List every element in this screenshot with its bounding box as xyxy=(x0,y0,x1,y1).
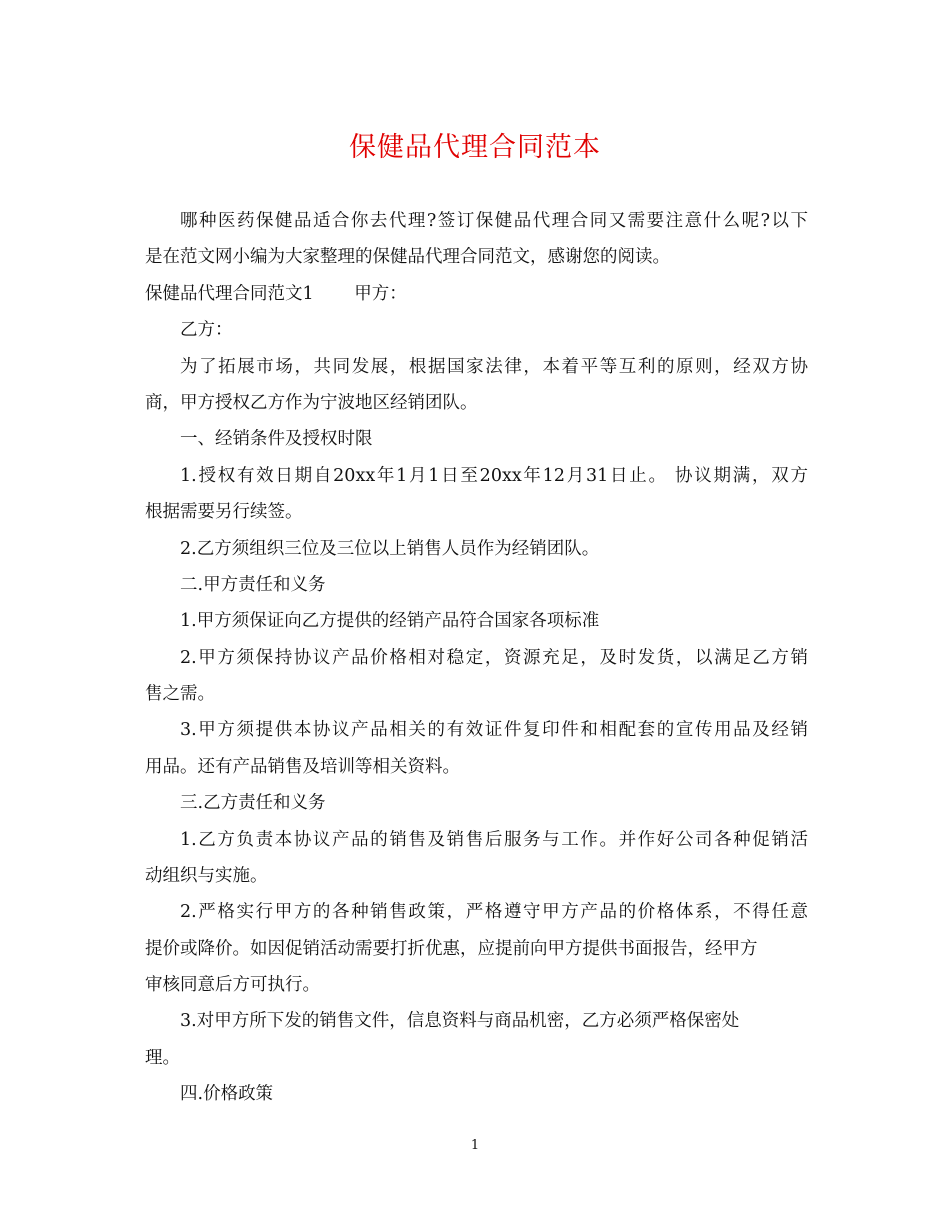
document-title: 保健品代理合同范本 xyxy=(349,132,601,163)
paragraph-line: 1.乙方负责本协议产品的销售及销售后服务与工作。并作好公司各种促销活 xyxy=(180,830,808,850)
paragraph-line: 售之需。 xyxy=(145,684,215,704)
section-heading: 四.价格政策 xyxy=(180,1084,274,1104)
paragraph-line: 哪种医药保健品适合你去代理?签订保健品代理合同又需要注意什么呢?以下 xyxy=(180,211,808,231)
section-heading: 二.甲方责任和义务 xyxy=(180,575,326,595)
paragraph-line: 理。 xyxy=(145,1048,180,1068)
paragraph-line: 1.授权有效日期自20xx年1月1日至20xx年12月31日止。 协议期满，双方 xyxy=(180,466,808,486)
page-number: 1 xyxy=(470,1138,480,1153)
section-heading: 一、经销条件及授权时限 xyxy=(180,429,373,449)
paragraph-line: 乙方： xyxy=(180,320,233,340)
paragraph-line: 3.对甲方所下发的销售文件，信息资料与商品机密，乙方必须严格保密处 xyxy=(180,1011,740,1031)
paragraph-line: 用品。还有产品销售及培训等相关资料。 xyxy=(145,757,460,777)
paragraph-line: 审核同意后方可执行。 xyxy=(145,975,320,995)
paragraph-line: 1.甲方须保证向乙方提供的经销产品符合国家各项标准 xyxy=(180,611,600,631)
paragraph-line: 为了拓展市场，共同发展，根据国家法律，本着平等互利的原则，经双方协 xyxy=(180,357,808,377)
section-heading: 三.乙方责任和义务 xyxy=(180,793,326,813)
paragraph-line: 2.甲方须保持协议产品价格相对稳定，资源充足，及时发货，以满足乙方销 xyxy=(180,648,808,668)
paragraph-line: 2.乙方须组织三位及三位以上销售人员作为经销团队。 xyxy=(180,539,600,559)
paragraph-line: 提价或降价。如因促销活动需要打折优惠，应提前向甲方提供书面报告，经甲方 xyxy=(145,939,758,959)
paragraph-line: 根据需要另行续签。 xyxy=(145,502,303,522)
paragraph-line: 3.甲方须提供本协议产品相关的有效证件复印件和相配套的宣传用品及经销 xyxy=(180,720,808,740)
paragraph-line: 2.严格实行甲方的各种销售政策，严格遵守甲方产品的价格体系，不得任意 xyxy=(180,902,808,922)
paragraph-line: 动组织与实施。 xyxy=(145,866,268,886)
paragraph-line: 保健品代理合同范文1 甲方： xyxy=(145,284,407,304)
paragraph-line: 商，甲方授权乙方作为宁波地区经销团队。 xyxy=(145,393,478,413)
paragraph-line: 是在范文网小编为大家整理的保健品代理合同范文，感谢您的阅读。 xyxy=(145,247,670,267)
